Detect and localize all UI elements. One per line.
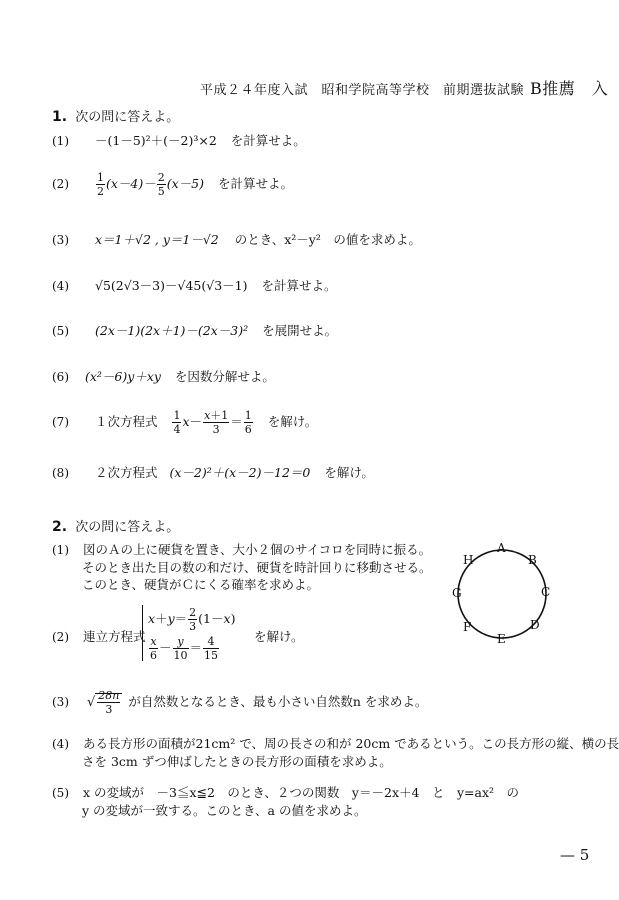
question-2-4 bbox=[52, 735, 619, 770]
question-instruction: のとき、x²－y² の値を求めよ。 bbox=[234, 232, 421, 247]
question-2-5 bbox=[52, 784, 519, 819]
question-2-1 bbox=[52, 541, 432, 593]
question-2-2-instruction: を解け。 bbox=[254, 629, 304, 644]
circle-label-h: H bbox=[463, 553, 474, 567]
question-line: y の変域が一致する。このとき、a の値を求めよ。 bbox=[82, 803, 367, 818]
question-label: (6) bbox=[52, 370, 69, 384]
question-label: (4) bbox=[52, 737, 69, 751]
question-prefix: ２次方程式 bbox=[94, 465, 158, 480]
question-instruction: を計算せよ。 bbox=[261, 278, 337, 293]
exam-header bbox=[200, 76, 608, 99]
question-expression: √ $\frac{28n}{3}$ bbox=[87, 694, 126, 709]
question-instruction: を展開せよ。 bbox=[262, 323, 338, 338]
equation-brace bbox=[142, 605, 143, 661]
question-instruction: を解け。 bbox=[267, 414, 318, 429]
system-equation-2: $\frac{x}{6}$ － $\frac{y}{10}$ ＝ $\frac{4}{15}$ bbox=[150, 635, 219, 662]
section-1-title: 次の問に答えよ。 bbox=[75, 110, 180, 125]
question-instruction: を因数分解せよ。 bbox=[174, 369, 275, 384]
circle-label-g: G bbox=[452, 586, 462, 600]
question-label: (3) bbox=[52, 233, 69, 247]
question-expression: $\frac{1}{4}$ x－ $\frac{x+1}{3}$ ＝ $\frac{1}{6}$ bbox=[173, 409, 252, 436]
question-instruction: を計算せよ。 bbox=[230, 133, 306, 148]
question-expression: x＝1＋√2 , y＝1－√2 bbox=[94, 232, 219, 247]
question-1-2 bbox=[52, 172, 293, 197]
question-line: x の変域が －3≦x≦2 のとき、２つの関数 y＝－2x＋4 と y=ax² の bbox=[82, 785, 520, 800]
question-expression: √5(2√3－3)－√45(√3－1) bbox=[94, 278, 248, 293]
header-tail: B推薦 入 bbox=[530, 79, 609, 98]
question-expression: (x²－6)y＋xy bbox=[84, 369, 161, 384]
question-label: (5) bbox=[52, 786, 69, 800]
question-1-3 bbox=[52, 230, 421, 248]
question-label: (7) bbox=[52, 415, 69, 429]
section-2-title: 次の問に答えよ。 bbox=[75, 520, 180, 535]
section-1-number: 1. bbox=[52, 109, 68, 125]
question-prefix: 連立方程式 bbox=[82, 629, 146, 644]
question-1-7 bbox=[52, 410, 317, 435]
question-label: (2) bbox=[52, 177, 69, 191]
question-line: このとき、硬貨がＣにくる確率を求めよ。 bbox=[82, 577, 320, 592]
question-instruction: を解け。 bbox=[324, 465, 374, 480]
question-prefix: １次方程式 bbox=[94, 414, 158, 429]
question-line: ある長方形の面積が21cm² で、周の長さの和が 20cm であるという。この長方形の縦、横の長 bbox=[82, 736, 619, 751]
question-2-3 bbox=[52, 690, 427, 715]
question-line: さを 3cm ずつ伸ばしたときの長方形の面積を求めよ。 bbox=[82, 754, 392, 769]
question-2-2-label-row bbox=[52, 627, 146, 645]
question-line: そのとき出た目の数の和だけ、硬貨を時計回りに移動させる。 bbox=[82, 560, 432, 575]
question-1-6 bbox=[52, 367, 275, 385]
question-label: (8) bbox=[52, 466, 69, 480]
question-line: 図のＡの上に硬貨を置き、大小２個のサイコロを同時に振る。 bbox=[82, 542, 432, 557]
question-1-8 bbox=[52, 463, 374, 481]
question-expression: －(1－5)²＋(－2)³×2 bbox=[94, 133, 217, 148]
question-instruction: が自然数となるとき、最も小さい自然数n を求めよ。 bbox=[128, 694, 428, 709]
question-instruction: を計算せよ。 bbox=[218, 176, 294, 191]
header-text: 平成２４年度入試 昭和学院高等学校 前期選抜試験 bbox=[200, 83, 525, 98]
question-expression: $\frac{1}{2}$ (x－4)－ $\frac{2}{5}$ (x－5) bbox=[96, 171, 205, 198]
question-label: (3) bbox=[52, 695, 69, 709]
fraction: $\frac{1}{2}$ bbox=[96, 171, 104, 198]
question-1-5 bbox=[52, 321, 337, 339]
question-label: (2) bbox=[52, 630, 69, 644]
question-label: (1) bbox=[52, 543, 69, 557]
question-1-4 bbox=[52, 276, 336, 294]
section-1-heading bbox=[52, 106, 179, 125]
system-equation-1: x＋y＝ $\frac{2}{3}$ (1－x) bbox=[148, 606, 236, 633]
question-expression: (2x－1)(2x＋1)－(2x－3)² bbox=[94, 323, 249, 338]
question-1-1 bbox=[52, 131, 306, 149]
circle-label-b: B bbox=[528, 553, 537, 567]
circle-label-c: C bbox=[541, 585, 551, 599]
circle-label-f: F bbox=[463, 620, 472, 634]
question-expression: (x－2)²＋(x－2)－12＝0 bbox=[169, 465, 311, 480]
section-2-number: 2. bbox=[52, 519, 68, 535]
circle-label-a: A bbox=[497, 541, 506, 555]
circle-label-e: E bbox=[497, 632, 506, 646]
section-2-heading bbox=[52, 516, 179, 535]
question-label: (4) bbox=[52, 279, 69, 293]
page-number: — 5 bbox=[560, 846, 590, 864]
question-label: (5) bbox=[52, 324, 69, 338]
question-label: (1) bbox=[52, 134, 69, 148]
fraction: $\frac{2}{5}$ bbox=[157, 171, 165, 198]
circle-label-d: D bbox=[530, 618, 540, 632]
